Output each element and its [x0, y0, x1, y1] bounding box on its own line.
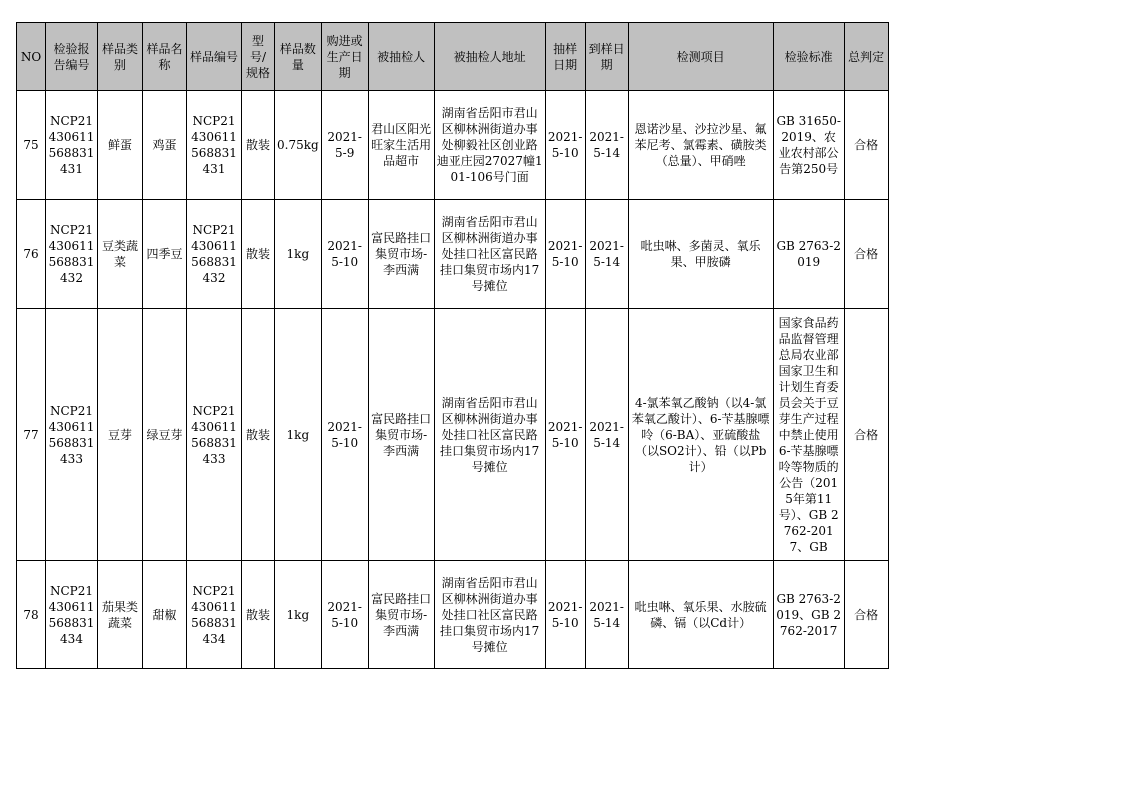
cell-test-standard: GB 2763-2019、GB 2762-2017	[773, 561, 844, 669]
header-test-items: 检测项目	[628, 23, 773, 91]
cell-sample-name: 鸡蛋	[143, 91, 187, 200]
cell-sample-quantity: 0.75kg	[275, 91, 322, 200]
header-sample-category: 样品类别	[98, 23, 143, 91]
cell-sample-category: 鲜蛋	[98, 91, 143, 200]
cell-arrival-date: 2021-5-14	[585, 309, 628, 561]
table-row	[17, 200, 889, 309]
cell-test-standard: 国家食品药品监督管理总局农业部国家卫生和计划生育委员会关于豆芽生产过程中禁止使用6-苄基腺嘌呤等物质的公告（2015年第11号）、GB 2762-2017、GB	[773, 309, 844, 561]
cell-sample-number: NCP21430611568831433	[187, 309, 242, 561]
cell-sample-number: NCP21430611568831431	[187, 91, 242, 200]
header-production-date: 购进或生产日期	[321, 23, 368, 91]
table-row	[17, 91, 889, 200]
cell-no: 77	[17, 309, 46, 561]
cell-model-spec: 散装	[242, 561, 275, 669]
cell-test-items: 吡虫啉、氧乐果、水胺硫磷、镉（以Cd计）	[628, 561, 773, 669]
cell-production-date: 2021-5-9	[321, 91, 368, 200]
header-report-number: 检验报告编号	[46, 23, 98, 91]
header-overall-judgment: 总判定	[844, 23, 888, 91]
cell-production-date: 2021-5-10	[321, 200, 368, 309]
cell-sample-quantity: 1kg	[275, 309, 322, 561]
cell-report-number: NCP21430611568831434	[46, 561, 98, 669]
cell-model-spec: 散装	[242, 200, 275, 309]
cell-inspectee: 君山区阳光旺家生活用品超市	[368, 91, 434, 200]
header-inspectee-address: 被抽检人地址	[434, 23, 545, 91]
cell-inspectee-address: 湖南省岳阳市君山区柳林洲街道办事处柳毅社区创业路迪亚庄园27027幢101-106号门面	[434, 91, 545, 200]
cell-sampling-date: 2021-5-10	[545, 91, 585, 200]
cell-sampling-date: 2021-5-10	[545, 200, 585, 309]
cell-test-standard: GB 2763-2019	[773, 200, 844, 309]
cell-arrival-date: 2021-5-14	[585, 200, 628, 309]
cell-inspectee-address: 湖南省岳阳市君山区柳林洲街道办事处挂口社区富民路挂口集贸市场内17号摊位	[434, 309, 545, 561]
cell-sample-quantity: 1kg	[275, 200, 322, 309]
header-row	[17, 23, 889, 91]
cell-overall-judgment: 合格	[844, 91, 888, 200]
header-inspectee: 被抽检人	[368, 23, 434, 91]
cell-sample-name: 甜椒	[143, 561, 187, 669]
cell-sample-category: 豆芽	[98, 309, 143, 561]
table-row	[17, 309, 889, 561]
table-row	[17, 561, 889, 669]
cell-model-spec: 散装	[242, 309, 275, 561]
cell-inspectee: 富民路挂口集贸市场-李西满	[368, 309, 434, 561]
cell-report-number: NCP21430611568831433	[46, 309, 98, 561]
cell-model-spec: 散装	[242, 91, 275, 200]
cell-no: 76	[17, 200, 46, 309]
cell-sampling-date: 2021-5-10	[545, 561, 585, 669]
cell-test-standard: GB 31650-2019、农业农村部公告第250号	[773, 91, 844, 200]
inspection-results-table	[16, 22, 889, 669]
header-sample-number: 样品编号	[187, 23, 242, 91]
header-test-standard: 检验标准	[773, 23, 844, 91]
cell-sample-category: 豆类蔬菜	[98, 200, 143, 309]
cell-sampling-date: 2021-5-10	[545, 309, 585, 561]
cell-sample-number: NCP21430611568831434	[187, 561, 242, 669]
cell-production-date: 2021-5-10	[321, 561, 368, 669]
cell-inspectee: 富民路挂口集贸市场-李西满	[368, 200, 434, 309]
header-model-spec: 型号/规格	[242, 23, 275, 91]
cell-arrival-date: 2021-5-14	[585, 561, 628, 669]
header-sample-quantity: 样品数量	[275, 23, 322, 91]
cell-inspectee-address: 湖南省岳阳市君山区柳林洲街道办事处挂口社区富民路挂口集贸市场内17号摊位	[434, 561, 545, 669]
cell-no: 75	[17, 91, 46, 200]
cell-test-items: 4-氯苯氧乙酸钠（以4-氯苯氧乙酸计）、6-苄基腺嘌呤（6-BA）、亚硫酸盐（以SO2计）、铅（以Pb计）	[628, 309, 773, 561]
cell-production-date: 2021-5-10	[321, 309, 368, 561]
header-sampling-date: 抽样日期	[545, 23, 585, 91]
cell-sample-quantity: 1kg	[275, 561, 322, 669]
cell-sample-name: 四季豆	[143, 200, 187, 309]
cell-arrival-date: 2021-5-14	[585, 91, 628, 200]
cell-inspectee: 富民路挂口集贸市场-李西满	[368, 561, 434, 669]
header-no: NO	[17, 23, 46, 91]
header-sample-name: 样品名称	[143, 23, 187, 91]
cell-report-number: NCP21430611568831431	[46, 91, 98, 200]
cell-test-items: 吡虫啉、多菌灵、氧乐果、甲胺磷	[628, 200, 773, 309]
cell-test-items: 恩诺沙星、沙拉沙星、氟苯尼考、氯霉素、磺胺类 （总量）、甲硝唑	[628, 91, 773, 200]
cell-report-number: NCP21430611568831432	[46, 200, 98, 309]
cell-sample-number: NCP21430611568831432	[187, 200, 242, 309]
cell-overall-judgment: 合格	[844, 561, 888, 669]
cell-sample-category: 茄果类蔬菜	[98, 561, 143, 669]
header-arrival-date: 到样日期	[585, 23, 628, 91]
cell-no: 78	[17, 561, 46, 669]
cell-overall-judgment: 合格	[844, 200, 888, 309]
cell-sample-name: 绿豆芽	[143, 309, 187, 561]
cell-inspectee-address: 湖南省岳阳市君山区柳林洲街道办事处挂口社区富民路挂口集贸市场内17号摊位	[434, 200, 545, 309]
cell-overall-judgment: 合格	[844, 309, 888, 561]
